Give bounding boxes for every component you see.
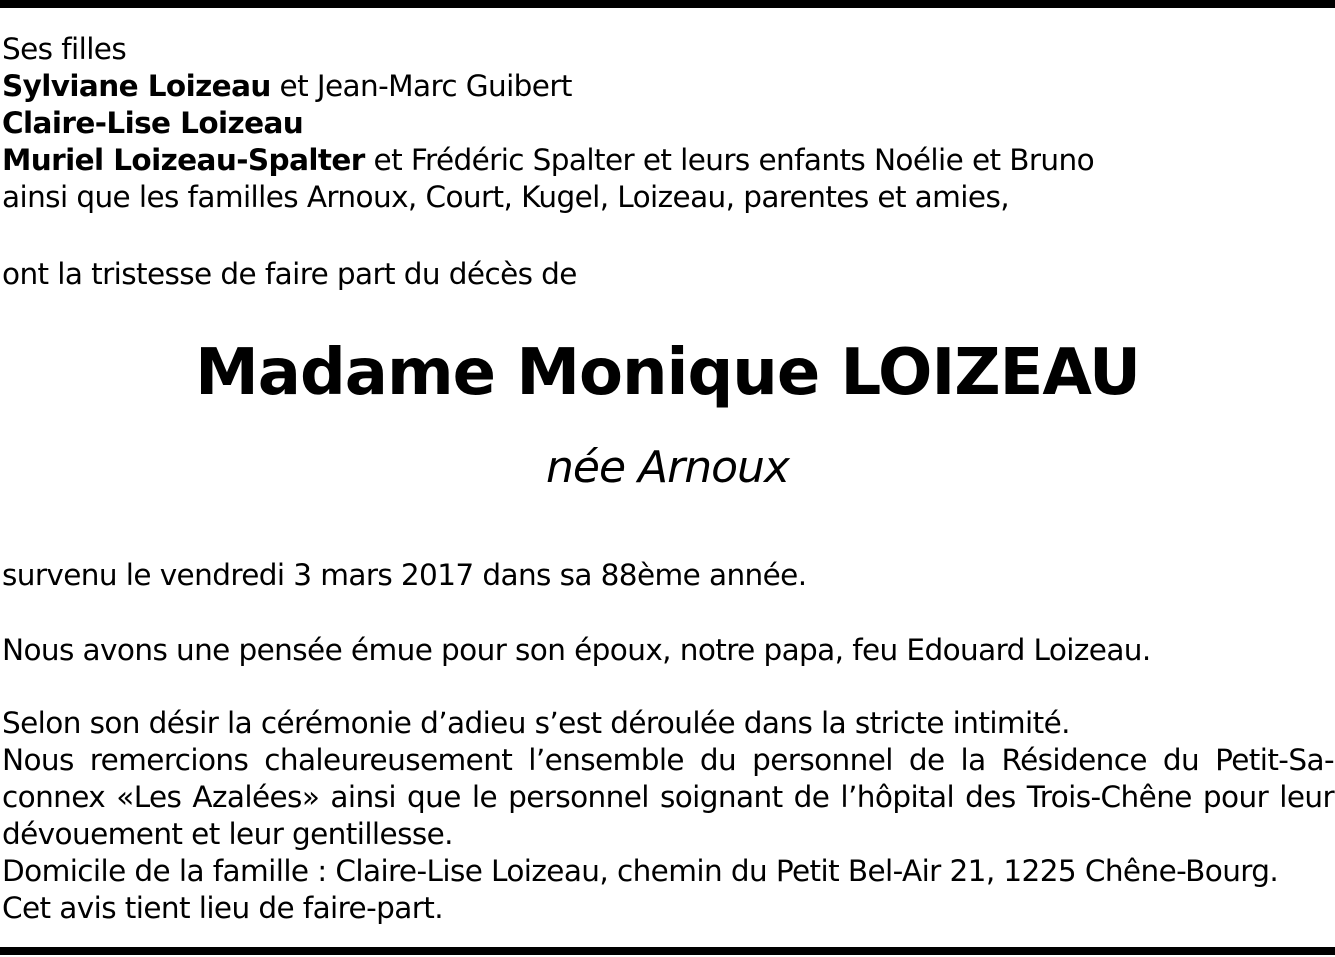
family-intro-block [2, 31, 1334, 216]
ceremony-line: Selon son désir la cérémonie d’adieu s’est déroulée dans la stricte intimité. [2, 706, 1070, 740]
intro-line: Ses filles [2, 32, 127, 66]
family-member-rest: et Frédéric Spalter et leurs enfants Noélie et Bruno [364, 143, 1095, 177]
announcement-line: ont la tristesse de faire part du décès de [2, 257, 577, 291]
thanks-line: Nous remercions chaleureusement l’ensemble du personnel de la Résidence du Petit-Sa- [2, 743, 1334, 777]
bottom-border-rule [0, 947, 1335, 955]
thanks-line: connex «Les Azalées» ainsi que le personnel soignant de l’hôpital des Trois-Chêne pour leur [2, 780, 1334, 814]
deceased-name: Madame Monique LOIZEAU [195, 336, 1140, 410]
family-member-name: Muriel Loizeau-Spalter [2, 143, 365, 177]
family-member-name: Claire-Lise Loizeau [2, 106, 304, 140]
family-member-line [2, 68, 1334, 105]
death-notice-line: survenu le vendredi 3 mars 2017 dans sa 88ème année. [2, 558, 807, 592]
family-member-line [2, 105, 1334, 142]
top-border-rule [0, 0, 1335, 8]
notice-line: Cet avis tient lieu de faire-part. [2, 891, 443, 925]
thought-line: Nous avons une pensée émue pour son époux, notre papa, feu Edouard Loizeau. [2, 633, 1151, 667]
family-member-line [2, 142, 1334, 179]
family-address-line: Domicile de la famille : Claire-Lise Loizeau, chemin du Petit Bel-Air 21, 1225 Chêne-Bourg. [2, 854, 1279, 888]
family-member-rest: et Jean-Marc Guibert [270, 69, 572, 103]
extended-family-line: ainsi que les familles Arnoux, Court, Kugel, Loizeau, parentes et amies, [2, 180, 1009, 214]
thanks-line: dévouement et leur gentillesse. [2, 817, 453, 851]
maiden-name: née Arnoux [546, 442, 789, 493]
closing-block [2, 705, 1334, 927]
family-member-name: Sylviane Loizeau [2, 69, 271, 103]
